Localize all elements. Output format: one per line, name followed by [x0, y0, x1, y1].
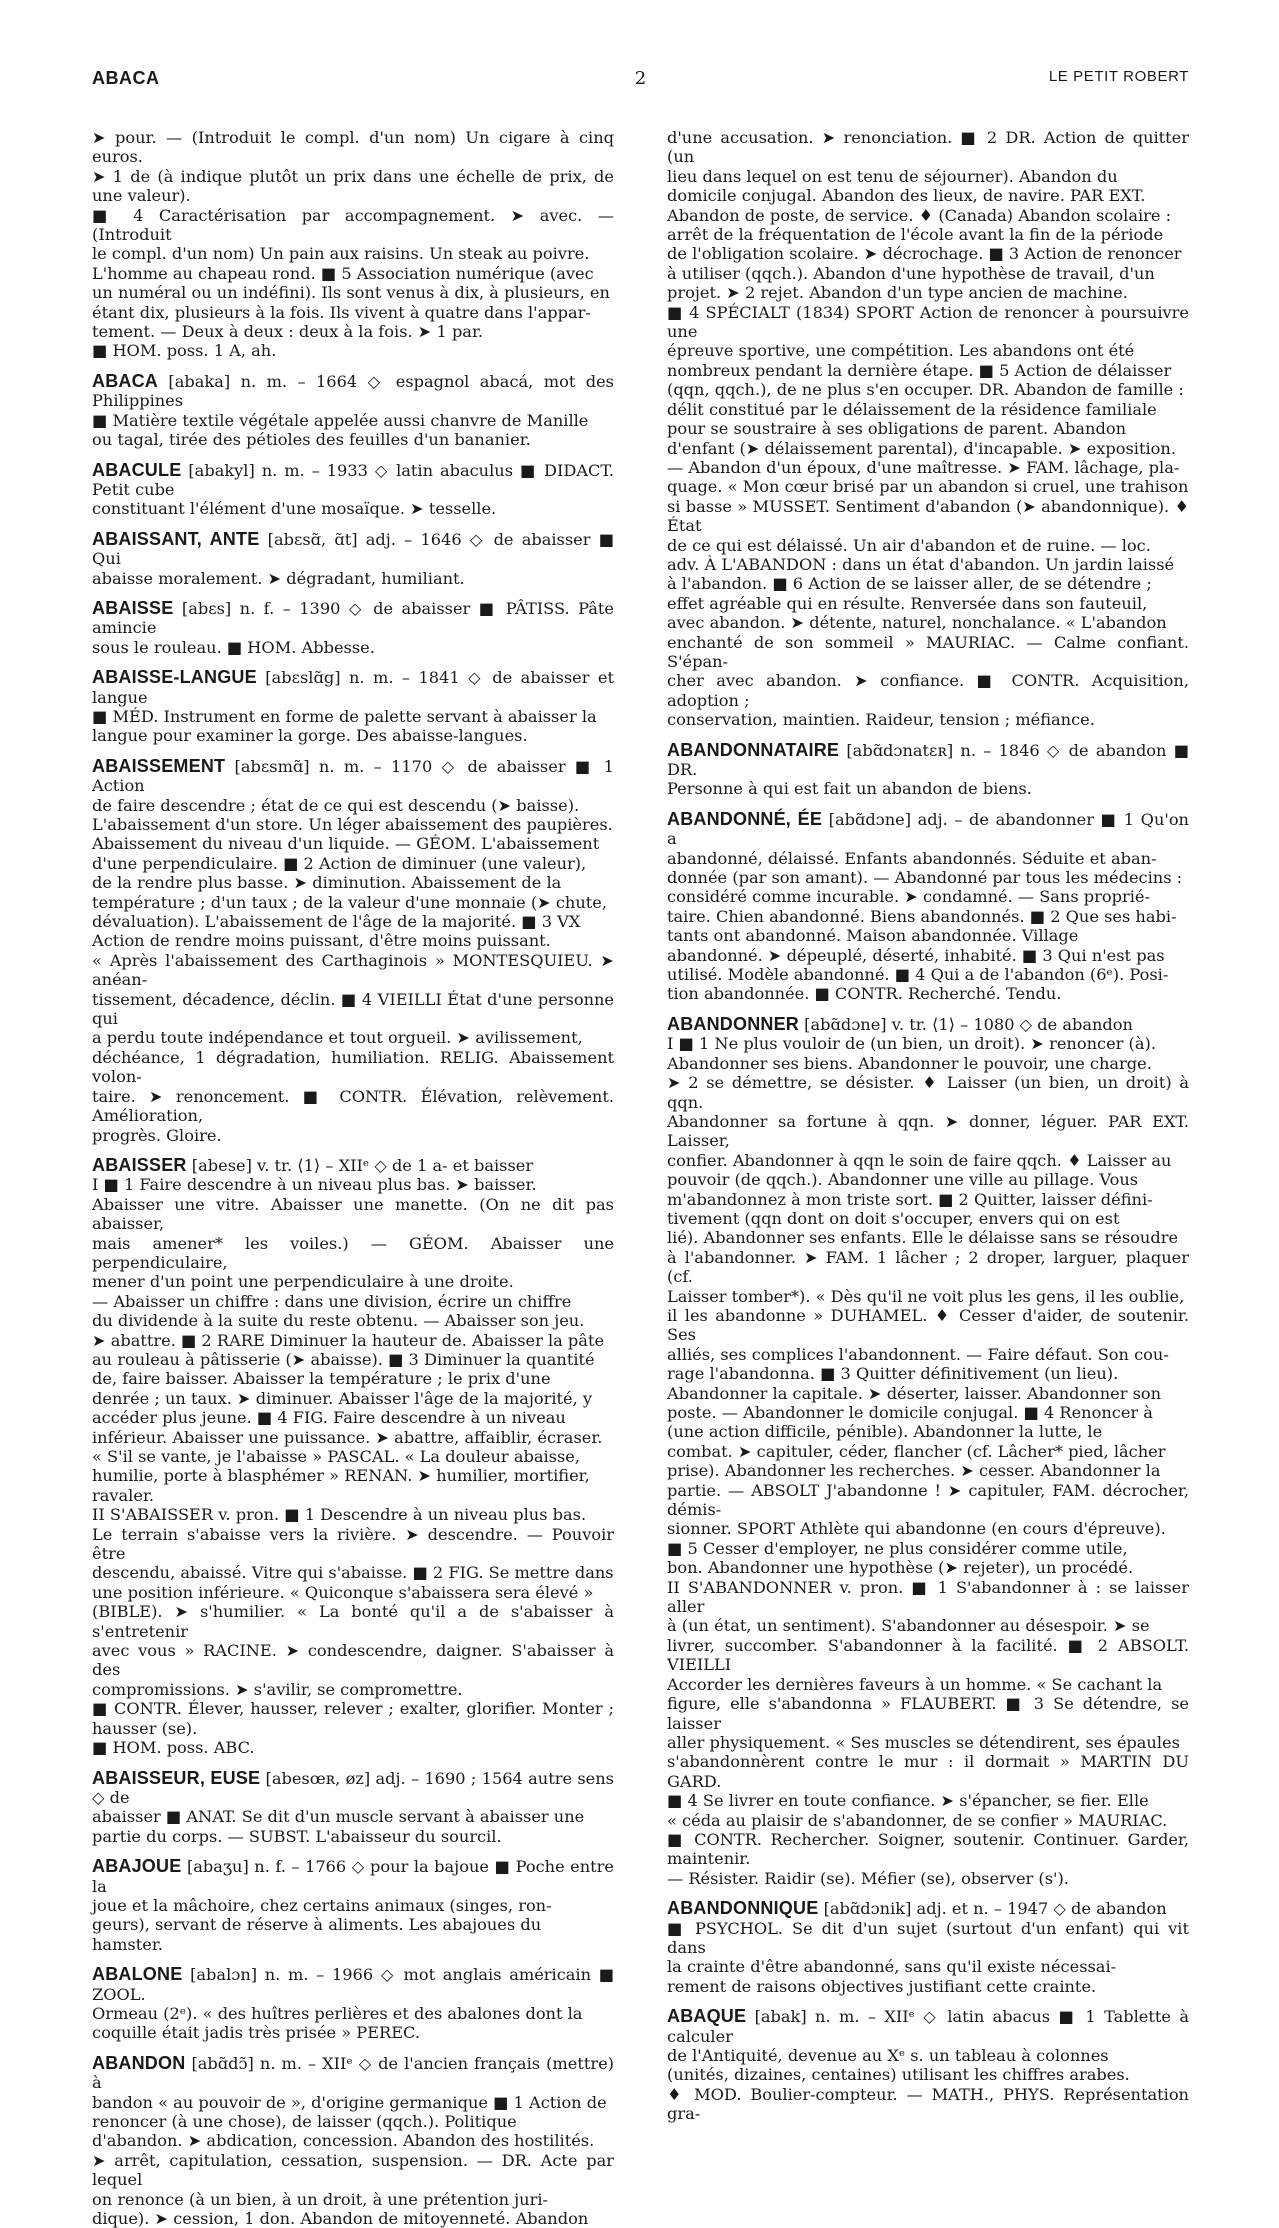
text-line: utilisé. Modèle abandonné. ■ 4 Qui a de l'abandon (6ᵉ). Posi- — [667, 965, 1169, 985]
text-line: à utiliser (qqch.). Abandon d'une hypothèse de travail, d'un — [667, 263, 1155, 283]
text-line: pour se soustraire à ses obligations de parent. Abandon — [667, 419, 1126, 439]
text-line: — Résister. Raidir (se). Méfier (se), observer (s'). — [667, 1868, 1069, 1888]
headword: ABAJOUE — [92, 1856, 182, 1877]
text-line: abaisser ■ ANAT. Se dit d'un muscle servant à abaisser une — [92, 1807, 585, 1827]
headword: ABANDONNER — [667, 1013, 799, 1034]
text-line: ➤ abattre. ■ 2 RARE Diminuer la hauteur de. Abaisser la pâte — [92, 1330, 605, 1350]
text-line: accéder plus jeune. ■ 4 FIG. Faire descendre à un niveau — [92, 1408, 566, 1428]
entry-definition-text: [abakyl] n. m. – 1933 ◇ latin abaculus ■ DIDACT. Petit cube — [92, 460, 614, 499]
text-line: bandon « au pouvoir de », d'origine germanique ■ 1 Action de — [92, 2092, 607, 2112]
text-line: ■ Matière textile végétale appelée aussi chanvre de Manille — [92, 410, 589, 430]
text-line: ■ CONTR. Rechercher. Soigner, soutenir. Continuer. Garder, maintenir. — [667, 1829, 1189, 1869]
text-line: a perdu toute indépendance et tout orgueil. ➤ avilissement, — [92, 1028, 583, 1048]
entry-definition-text: [abɛsɑ̃, ɑ̃t] adj. – 1646 ◇ de abaisser ■ Qui — [92, 529, 614, 569]
dictionary-entry — [92, 599, 614, 657]
entry-definition-text: [abese] v. tr. ⟨1⟩ – XIIᵉ ◇ de 1 a- et baisser — [191, 1155, 534, 1175]
text-line: joue et la mâchoire, chez certains animaux (singes, ron- — [92, 1895, 552, 1915]
text-line: Abandon de poste, de service. ♦ (Canada) Abandon scolaire : — [667, 205, 1172, 225]
dictionary-entry — [92, 530, 614, 588]
text-line: Abaissement du niveau d'un liquide. — GÉOM. L'abaissement — [92, 834, 600, 854]
right-column — [667, 128, 1189, 2124]
headword: ABANDONNATAIRE — [667, 739, 840, 760]
text-line: tion abandonnée. ■ CONTR. Recherché. Tendu. — [667, 984, 1062, 1004]
text-line: langue pour examiner la gorge. Des abaisse-langues. — [92, 726, 528, 746]
text-line: épreuve sportive, une compétition. Les abandons ont été — [667, 341, 1135, 361]
text-line: I ■ 1 Ne plus vouloir de (un bien, un droit). ➤ renoncer (à). — [667, 1034, 1156, 1054]
text-line: tissement, décadence, déclin. ■ 4 VIEILLI État d'une personne qui — [92, 989, 614, 1029]
text-line: denrée ; un taux. ➤ diminuer. Abaisser l'âge de la majorité, y — [92, 1388, 593, 1408]
text-line: avec abandon. ➤ détente, naturel, nonchalance. « L'abandon — [667, 613, 1167, 633]
text-line: d'une perpendiculaire. ■ 2 Action de diminuer (une valeur), — [92, 853, 587, 873]
text-line: Abandonner la capitale. ➤ déserter, laisser. Abandonner son — [667, 1383, 1162, 1403]
text-line: (une action difficile, pénible). Abandonner la lutte, le — [667, 1422, 1103, 1442]
text-line: le compl. d'un nom) Un pain aux raisins. Un steak au poivre. — [92, 244, 590, 264]
text-line: figure, elle s'abandonna » FLAUBERT. ■ 3 Se détendre, se laisser — [667, 1694, 1189, 1733]
text-line: alliés, ses complices l'abandonnent. — Faire défaut. Son cou- — [667, 1344, 1169, 1364]
text-line: à l'abandon. ■ 6 Action de se laisser aller, de se détendre ; — [667, 574, 1152, 594]
text-line: du dividende à la suite du reste obtenu. — Abaisser son jeu. — [92, 1311, 585, 1331]
text-line: d'abandon. ➤ abdication, concession. Abandon des hostilités. — [92, 2131, 595, 2151]
text-line: Abandonner sa fortune à qqn. ➤ donner, léguer. PAR EXT. Laisser, — [667, 1111, 1189, 1151]
text-line: une position inférieure. « Quiconque s'abaissera sera élevé » — [92, 1582, 594, 1602]
text-line: L'abaissement d'un store. Un léger abaissement des paupières. — [92, 815, 613, 834]
text-line: un numéral ou un indéfini). Ils sont venus à dix, à plusieurs, en — [92, 283, 610, 303]
entry-first-line — [92, 2054, 614, 2093]
text-line: sionner. SPORT Athlète qui abandonne (en cours d'épreuve). — [667, 1519, 1166, 1539]
entry-definition-text: [abalɔn] n. m. – 1966 ◇ mot anglais américain ■ ZOOL. — [92, 1965, 614, 2004]
text-line: à (un état, un sentiment). S'abandonner au désespoir. ➤ se — [667, 1616, 1150, 1636]
entry-definition-text: [abesœʀ, øz] adj. – 1690 ; 1564 autre sens ◇ de — [92, 1768, 614, 1807]
text-line: tement. — Deux à deux : deux à la fois. ➤ 1 par. — [92, 322, 484, 342]
text-line: arrêt de la fréquentation de l'école avant la fin de la période — [667, 225, 1164, 245]
text-line: m'abandonnez à mon triste sort. ■ 2 Quitter, laisser défini- — [667, 1189, 1153, 1209]
text-line: progrès. Gloire. — [92, 1125, 222, 1145]
text-line: abaisse moralement. ➤ dégradant, humiliant. — [92, 568, 465, 588]
text-line: lié). Abandonner ses enfants. Elle le délaisse sans se résoudre — [667, 1228, 1179, 1248]
headword: ABAISSEMENT — [92, 755, 226, 776]
dictionary-entry — [92, 372, 614, 450]
dictionary-entry — [667, 2007, 1189, 2123]
text-line: tants ont abandonné. Maison abandonnée. Village — [667, 926, 1079, 946]
text-line: humilie, porte à blasphémer » RENAN. ➤ humilier, mortifier, — [92, 1466, 590, 1486]
text-line: ■ 4 Caractérisation par accompagnement. ➤ avec. — (Introduit — [92, 205, 614, 245]
text-line: cher avec abandon. ➤ confiance. ■ CONTR. Acquisition, adoption ; — [667, 671, 1189, 710]
text-line: (BIBLE). ➤ s'humilier. « La bonté qu'il a de s'abaisser à s'entretenir — [92, 1602, 614, 1641]
entry-definition-text: [abɑ̃dɔne] v. tr. ⟨1⟩ – 1080 ◇ de abandon — [804, 1014, 1133, 1034]
text-line: (qqn, qqch.), de ne plus s'en occuper. DR. Abandon de famille : — [667, 380, 1184, 400]
continuation-text — [92, 128, 614, 361]
entry-definition-text: [abɑ̃dɔ̃] n. m. – XIIᵉ ◇ de l'ancien français (mettre) à — [92, 2053, 614, 2093]
text-line: partie. — ABSOLT J'abandonne ! ➤ capituler, FAM. décrocher, démis- — [667, 1480, 1189, 1520]
text-line: de l'obligation scolaire. ➤ décrochage. ■ 3 Action de renoncer — [667, 244, 1182, 264]
page-number: 2 — [634, 68, 647, 89]
text-line: Le terrain s'abaisse vers la rivière. ➤ descendre. — Pouvoir être — [92, 1524, 614, 1564]
dictionary-entry — [92, 1769, 614, 1847]
text-line: Ormeau (2ᵉ). « des huîtres perlières et des abalones dont la — [92, 2003, 583, 2023]
text-line: Accorder les dernières faveurs à un homme. « Se cachant la — [667, 1674, 1163, 1694]
text-line: la crainte d'être abandonné, sans qu'il existe nécessai- — [667, 1957, 1117, 1977]
entry-definition-text: [abɑ̃dɔnatɛʀ] n. – 1846 ◇ de abandon ■ DR. — [667, 740, 1189, 779]
text-line: « céda au plaisir de s'abandonner, de se confier » MAURIAC. — [667, 1810, 1168, 1830]
dictionary-entry — [92, 2054, 614, 2228]
headword: ABANDONNIQUE — [667, 1898, 819, 1919]
text-line: aller physiquement. « Ses muscles se détendirent, ses épaules — [667, 1732, 1180, 1752]
header-book-title: LE PETIT ROBERT — [1048, 68, 1189, 85]
entry-first-line — [667, 1899, 1189, 1918]
entry-definition-text: [abɛslɑ̃g] n. m. – 1841 ◇ de abaisser et langue — [92, 668, 614, 707]
headword: ABAISSE-LANGUE — [92, 667, 257, 688]
entry-first-line — [92, 1857, 614, 1896]
entry-first-line — [667, 2007, 1189, 2046]
text-line: conservation, maintien. Raideur, tension ; méfiance. — [667, 710, 1095, 730]
text-line: considéré comme incurable. ➤ condamné. — Sans proprié- — [667, 887, 1150, 907]
header-guide-word: ABACA — [92, 68, 160, 88]
text-line: pouvoir (de qqch.). Abandonner une ville au pillage. Vous — [667, 1170, 1139, 1190]
text-line: abandonné. ➤ dépeuplé, déserté, inhabité. ■ 3 Qui n'est pas — [667, 945, 1165, 965]
text-line: effet agréable qui en résulte. Renversée dans son fauteuil, — [667, 593, 1148, 613]
text-line: combat. ➤ capituler, céder, flancher (cf. Lâcher* pied, lâcher — [667, 1441, 1166, 1461]
continuation-text — [667, 128, 1189, 730]
text-line: projet. ➤ 2 rejet. Abandon d'un type ancien de machine. — [667, 283, 1128, 303]
text-line: tivement (qqn dont on doit s'occuper, envers qui on est — [667, 1208, 1120, 1228]
text-line: de faire descendre ; état de ce qui est descendu (➤ baisse). — [92, 795, 580, 815]
text-line: mener d'un point une perpendiculaire à une droite. — [92, 1272, 514, 1292]
text-line: ■ 4 SPÉCIALT (1834) SPORT Action de renoncer à poursuivre une — [667, 302, 1189, 342]
text-line: d'une accusation. ➤ renonciation. ■ 2 DR. Action de quitter (un — [667, 128, 1189, 167]
text-line: constituant l'élément d'une mosaïque. ➤ tesselle. — [92, 499, 497, 519]
entry-first-line — [92, 530, 614, 569]
text-line: température ; d'un taux ; de la valeur d'une monnaie (➤ chute, — [92, 892, 608, 912]
headword: ABANDON — [92, 2052, 186, 2073]
text-line: bon. Abandonner une hypothèse (➤ rejeter), un procédé. — [667, 1558, 1134, 1578]
text-line: (unités, dizaines, centaines) utilisant les chiffres arabes. — [667, 2065, 1130, 2085]
dictionary-entry — [92, 1156, 614, 1758]
text-line: enchanté de son sommeil » MAURIAC. — Calme confiant. S'épan- — [667, 632, 1189, 671]
headword: ABAQUE — [667, 2006, 747, 2027]
dictionary-entry — [92, 668, 614, 746]
text-line: domicile conjugal. Abandon des lieux, de navire. PAR EXT. — [667, 186, 1146, 206]
text-line: il les abandonne » DUHAMEL. ♦ Cesser d'aider, de soutenir. Ses — [667, 1305, 1189, 1345]
text-line: II S'ABANDONNER v. pron. ■ 1 S'abandonner à : se laisser aller — [667, 1577, 1189, 1617]
text-line: confier. Abandonner à qqn le soin de faire qqch. ♦ Laisser au — [667, 1150, 1172, 1170]
entry-definition-text: [abɑ̃dɔnik] adj. et n. – 1947 ◇ de abandon — [823, 1899, 1167, 1919]
text-line: d'enfant (➤ délaissement parental), d'incapable. ➤ exposition. — [667, 438, 1176, 458]
dictionary-entry — [92, 757, 614, 1145]
entry-first-line — [92, 757, 614, 796]
text-line: taire. Chien abandonné. Biens abandonnés. ■ 2 Que ses habi- — [667, 906, 1177, 926]
dictionary-entry — [667, 741, 1189, 799]
entry-first-line — [92, 461, 614, 500]
text-line: inférieur. Abaisser une puissance. ➤ abattre, affaiblir, écraser. — [92, 1427, 603, 1447]
text-line: taire. ➤ renoncement. ■ CONTR. Élévation, relèvement. Amélioration, — [92, 1086, 614, 1126]
text-line: de ce qui est délaissé. Un air d'abandon et de ruine. — loc. — [667, 535, 1151, 555]
text-line: ♦ MOD. Boulier-compteur. — MATH., PHYS. Représentation gra- — [667, 2084, 1189, 2124]
text-line: Personne à qui est fait un abandon de biens. — [667, 779, 1032, 799]
text-line: donnée (par son amant). — Abandonné par tous les médecins : — [667, 868, 1183, 888]
text-line: ■ HOM. poss. ABC. — [92, 1738, 255, 1758]
text-line: ou tagal, tirée des pétioles des feuilles d'un bananier. — [92, 430, 531, 450]
text-line: II S'ABAISSER v. pron. ■ 1 Descendre à un niveau plus bas. — [92, 1505, 587, 1525]
text-line: dique). ➤ cession, 1 don. Abandon de mitoyenneté. Abandon — [92, 2209, 589, 2228]
text-line: mais amener* les voiles.) — GÉOM. Abaisser une perpendiculaire, — [92, 1233, 614, 1272]
dictionary-entry — [667, 810, 1189, 1004]
text-line: — Abaisser un chiffre : dans une division, écrire un chiffre — [92, 1291, 572, 1311]
text-line: Abaisser une vitre. Abaisser une manette. (On ne dit pas abaisser, — [92, 1194, 614, 1234]
text-line: déchéance, 1 dégradation, humiliation. RELIG. Abaissement volon- — [92, 1047, 614, 1087]
text-line: « Après l'abaissement des Carthaginois » MONTESQUIEU. ➤ anéan- — [92, 950, 614, 990]
entry-first-line — [92, 372, 614, 411]
text-line: rement de raisons objectives justifiant cette crainte. — [667, 1976, 1097, 1996]
text-line: Laisser tomber*). « Dès qu'il ne voit plus les gens, il les oublie, — [667, 1286, 1185, 1306]
text-line: I ■ 1 Faire descendre à un niveau plus bas. ➤ baisser. — [92, 1175, 537, 1195]
text-line: geurs), servant de réserve à aliments. Les abajoues du — [92, 1915, 542, 1935]
headword: ABAISSEUR, EUSE — [92, 1767, 261, 1788]
entry-definition-text: [abak] n. m. – XIIᵉ ◇ latin abacus ■ 1 Tablette à calculer — [667, 2007, 1189, 2046]
entry-first-line — [92, 668, 614, 707]
text-line: ravaler. — [92, 1485, 155, 1505]
text-line: coquille était jadis très prisée » PEREC. — [92, 2023, 420, 2043]
headword: ABACULE — [92, 459, 182, 480]
text-line: ■ PSYCHOL. Se dit d'un sujet (surtout d'un enfant) qui vit dans — [667, 1918, 1189, 1957]
text-line: — Abandon d'un époux, d'une maîtresse. ➤ FAM. lâchage, pla- — [667, 457, 1180, 477]
text-line: de, faire baisser. Abaisser la température ; le prix d'une — [92, 1369, 551, 1389]
text-line: ■ CONTR. Élever, hausser, relever ; exalter, glorifier. Monter ; hausser (se). — [92, 1699, 614, 1738]
text-line: ■ HOM. poss. 1 A, ah. — [92, 341, 277, 361]
headword: ABAISSE — [92, 597, 174, 618]
text-line: quage. « Mon cœur brisé par un abandon si cruel, une trahison — [667, 477, 1189, 497]
text-line: descendu, abaissé. Vitre qui s'abaisse. ■ 2 FIG. Se mettre dans — [92, 1563, 614, 1583]
text-line: ➤ 2 se démettre, se désister. ♦ Laisser (un bien, un droit) à qqn. — [667, 1073, 1189, 1112]
entry-first-line — [667, 810, 1189, 849]
text-line: si basse » MUSSET. Sentiment d'abandon (➤ abandonnique). ♦ État — [667, 496, 1189, 536]
text-line: ■ MÉD. Instrument en forme de palette servant à abaisser la — [92, 706, 597, 726]
text-line: dévaluation). L'abaissement de l'âge de la majorité. ■ 3 VX — [92, 912, 581, 932]
text-line: étant dix, plusieurs à la fois. Ils vivent à quatre dans l'appar- — [92, 302, 591, 322]
text-line: hamster. — [92, 1934, 163, 1954]
text-line: poste. — Abandonner le domicile conjugal. ■ 4 Renoncer à — [667, 1403, 1153, 1422]
entry-definition-text: [abɛsmɑ̃] n. m. – 1170 ◇ de abaisser ■ 1 Action — [92, 756, 614, 796]
headword: ABACA — [92, 370, 158, 391]
text-line: ➤ pour. — (Introduit le compl. d'un nom) Un cigare à cinq euros. — [92, 128, 614, 167]
text-line: abandonné, délaissé. Enfants abandonnés. Séduite et aban- — [667, 848, 1157, 868]
text-line: ■ 5 Cesser d'employer, ne plus considérer comme utile, — [667, 1538, 1128, 1558]
headword: ABALONE — [92, 1964, 183, 1985]
dictionary-entry — [92, 1965, 614, 2043]
text-line: ■ 4 Se livrer en toute confiance. ➤ s'épancher, se fier. Elle — [667, 1791, 1149, 1811]
entry-first-line — [92, 599, 614, 638]
entry-definition-text: [abaka] n. m. – 1664 ◇ espagnol abacá, mot des Philippines — [92, 371, 614, 411]
text-line: on renonce (à un bien, à un droit, à une prétention juri- — [92, 2189, 548, 2209]
headword: ABANDONNÉ, ÉE — [667, 808, 823, 829]
text-line: « S'il se vante, je l'abaisse » PASCAL. « La douleur abaisse, — [92, 1447, 580, 1466]
entry-first-line — [92, 1965, 614, 2004]
text-line: renoncer (à une chose), de laisser (qqch.). Politique — [92, 2112, 517, 2131]
entry-first-line — [92, 1156, 614, 1175]
text-line: sous le rouleau. ■ HOM. Abbesse. — [92, 637, 375, 657]
text-line: ➤ 1 de (à indique plutôt un prix dans une échelle de prix, de une valeur). — [92, 166, 614, 206]
text-line: de la rendre plus basse. ➤ diminution. Abaissement de la — [92, 873, 562, 893]
text-line: au rouleau à pâtisserie (➤ abaisse). ■ 3 Diminuer la quantité — [92, 1349, 595, 1369]
entry-first-line — [667, 1015, 1189, 1034]
headword: ABAISSER — [92, 1154, 187, 1175]
headword: ABAISSANT, ANTE — [92, 528, 260, 549]
entry-first-line — [667, 741, 1189, 780]
running-header — [92, 68, 1189, 98]
text-line: partie du corps. — SUBST. L'abaisseur du sourcil. — [92, 1826, 502, 1846]
text-line: Action de rendre moins puissant, d'être moins puissant. — [92, 931, 551, 951]
dictionary-entry — [667, 1015, 1189, 1888]
text-line: délit constitué par le délaissement de la résidence familiale — [667, 399, 1157, 419]
entry-definition-text: [abɛs] n. f. – 1390 ◇ de abaisser ■ PÂTISS. Pâte amincie — [92, 598, 614, 638]
text-line: lieu dans lequel on est tenu de séjourner). Abandon du — [667, 166, 1118, 186]
text-line: Abandonner ses biens. Abandonner le pouvoir, une charge. — [667, 1053, 1152, 1073]
text-line: livrer, succomber. S'abandonner à la facilité. ■ 2 ABSOLT. VIEILLI — [667, 1635, 1189, 1675]
text-line: ➤ arrêt, capitulation, cessation, suspension. — DR. Acte par lequel — [92, 2150, 614, 2190]
text-line: compromissions. ➤ s'avilir, se compromettre. — [92, 1679, 463, 1699]
dictionary-entry — [92, 461, 614, 519]
entry-first-line — [92, 1769, 614, 1808]
text-line: nombreux pendant la dernière étape. ■ 5 Action de délaisser — [667, 360, 1172, 380]
left-column — [92, 128, 614, 2228]
text-line: de l'Antiquité, devenue au Xᵉ s. un tableau à colonnes — [667, 2046, 1109, 2065]
text-line: rage l'abandonna. ■ 3 Quitter définitivement (un lieu). — [667, 1364, 1119, 1384]
text-line: avec vous » RACINE. ➤ condescendre, daigner. S'abaisser à des — [92, 1641, 614, 1680]
text-line: L'homme au chapeau rond. ■ 5 Association numérique (avec — [92, 263, 594, 283]
dictionary-entry — [667, 1899, 1189, 1996]
dictionary-entry — [92, 1857, 614, 1954]
entry-definition-text: [abɑ̃dɔne] adj. – de abandonner ■ 1 Qu'on a — [667, 809, 1189, 849]
text-line: s'abandonnèrent contre le mur : il dormait » MARTIN DU GARD. — [667, 1752, 1189, 1791]
text-line: à l'abandonner. ➤ FAM. 1 lâcher ; 2 droper, larguer, plaquer (cf. — [667, 1247, 1189, 1287]
entry-definition-text: [abaʒu] n. f. – 1766 ◇ pour la bajoue ■ Poche entre la — [92, 1857, 614, 1896]
text-line: adv. À L'ABANDON : dans un état d'abandon. Un jardin laissé — [667, 554, 1175, 574]
text-line: prise). Abandonner les recherches. ➤ cesser. Abandonner la — [667, 1461, 1161, 1481]
